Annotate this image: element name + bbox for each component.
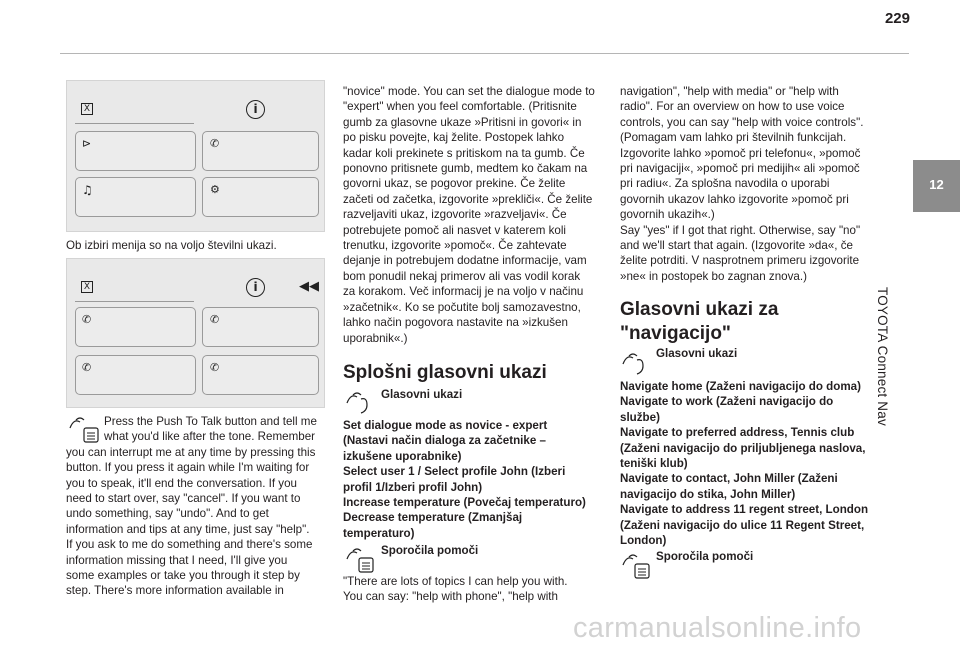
icon-label-voice-commands: Glasovni ukazi [381, 388, 463, 401]
settings-icon: ⚙ [210, 183, 220, 196]
command-line: Select user 1 / Select profile John (Izberi [343, 465, 566, 479]
text-line: step. There's more information available in [66, 584, 284, 598]
phone-icon: ✆ [82, 313, 92, 326]
text-line: navigation", "help with media" or "help with [620, 85, 839, 98]
col2-commands [343, 418, 605, 541]
header-rule [60, 53, 909, 54]
text-line: pri navigaciji«, »pomoč pri medijih« ali »pomoč [620, 162, 860, 176]
icon-label-voice-commands: Glasovni ukazi [656, 347, 738, 360]
panel-button-r2-left [75, 131, 196, 171]
command-line: Decrease temperature (Zmanjšaj [343, 511, 523, 525]
close-icon: X [81, 103, 93, 115]
panel2-button-r3-right [202, 355, 319, 395]
text-line: you can interrupt me at any time by pressing this [66, 445, 316, 459]
text-line: button. If you press it again while I'm waiting for [66, 461, 310, 475]
command-line: Set dialogue mode as novice - expert [343, 419, 548, 432]
voice-command-icon [621, 350, 651, 381]
text-line: uporabnik«.) [343, 331, 408, 345]
command-line: Increase temperature (Povečaj temperaturo) [343, 496, 586, 510]
info-icon: i [246, 278, 265, 297]
icon-label-help-messages: Sporočila pomoči [381, 544, 479, 557]
panel2-button-r2-left [75, 307, 196, 347]
text-line: need to start over, say "cancel". If you want to [66, 492, 301, 506]
text-line: Say "yes" if I got that right. Otherwise, say "no" [620, 223, 861, 237]
close-icon: X [81, 281, 93, 293]
text-line: »začetnik«. Ko se počutite bolj samozavestno, [343, 300, 581, 314]
icon-label-help-messages: Sporočila pomoči [656, 550, 754, 563]
text-line: (Pomagam vam lahko pri številnih funkcijah. [620, 131, 847, 145]
text-line: "There are lots of topics I can help you with. [343, 575, 568, 588]
phone-icon: ✆ [210, 361, 220, 374]
section-heading-general: Splošni glasovni ukazi [343, 362, 547, 383]
command-line: temperaturo) [343, 526, 415, 540]
heading-line: "navigacijo" [620, 323, 731, 344]
text-line: bom ponudil nekaj primerov ali vas vodil korak [343, 269, 581, 283]
text-line: govornih ukazih«.) [620, 208, 715, 222]
text-line: želite potrditi. V nasprotnem primeru izgovorite [620, 254, 860, 268]
caption-menu: Ob izbiri menija so na voljo številni ukazi. [66, 239, 277, 252]
text-line: lahko način pogovora nastavite na »izkušen [343, 316, 568, 330]
text-line: dejanje in potrebujem dodatne informacije, vam [343, 254, 587, 268]
command-line: London) [620, 534, 667, 548]
panel-button-r3-left [75, 177, 196, 217]
help-message-icon [621, 551, 651, 586]
page-number: 229 [884, 10, 910, 27]
chapter-label: TOYOTA Connect Nav [875, 287, 890, 426]
text-line: controls, you can say "help with voice controls". [620, 115, 864, 129]
text-line: radio". For an overview on how to use voice [620, 100, 845, 114]
phone-icon: ✆ [82, 361, 92, 374]
text-line: You can say: "help with phone", "help with [343, 590, 558, 604]
chapter-tab-number: 12 [929, 177, 944, 192]
text-line: govornih ukazov lahko izgovorite »pomoč pri [620, 192, 849, 206]
phone-icon: ✆ [210, 137, 220, 150]
command-line: teniški klub) [620, 457, 688, 471]
section-heading-navigation [620, 298, 778, 346]
back-icon: ◀◀ [299, 279, 319, 294]
panel2-button-r2-right [202, 307, 319, 347]
command-line: profil 1/Izberi profil John) [343, 480, 483, 494]
text-line: and we'll start that again. (Izgovorite »da«, če [620, 239, 853, 253]
panel-button-r2-right [202, 131, 319, 171]
command-line: (Zaženi navigacijo do ulice 11 Regent Street, [620, 518, 865, 532]
text-line: Press the Push To Talk button and tell me [104, 415, 317, 428]
text-line: Izgovorite lahko »pomoč pri telefonu«, »pomoč [620, 146, 861, 160]
screen-panel-1 [66, 80, 325, 232]
col2-body [343, 84, 605, 346]
text-line: what you'd like after the tone. Remember [104, 430, 316, 444]
text-line: "expert" when you feel comfortable. (Pritisnite [343, 100, 577, 114]
chapter-tab [913, 160, 960, 212]
text-line: information and tips at any time, just say "help". [66, 522, 310, 536]
command-line: (Nastavi način dialoga za začetnike – [343, 434, 546, 448]
command-line: Navigate to contact, John Miller (Zaženi [620, 472, 838, 486]
text-line: "novice" mode. You can set the dialogue mode to [343, 85, 595, 98]
info-icon: i [246, 100, 265, 119]
text-line: gumb za glasovne ukaze »Pritisni in govori« in [343, 115, 582, 129]
text-line: pri radiu«. Za splošna navodila o uporabi [620, 177, 830, 191]
heading-line: Glasovni ukazi za [620, 299, 779, 320]
text-line: »ne« in postopek bo zagnan znova.) [620, 269, 807, 283]
music-note-icon: ♫ [82, 183, 93, 197]
text-line: razveljaviti ukaz, izgovorite »razveljavi«. Če [343, 208, 567, 222]
text-line: govorni ukaz, se pogovor prekine. Če želite [343, 177, 566, 191]
command-line: Navigate to preferred address, Tennis club [620, 426, 855, 440]
col3-commands [620, 379, 882, 548]
text-line: začeti od začetka, izgovorite »prekliči«. Če želite [343, 192, 593, 206]
col3-body [620, 84, 882, 284]
text-line: undo something, say "undo". And to get [66, 507, 269, 521]
text-line: ponovno pritisnete gumb, medtem ko čakam na [343, 162, 588, 176]
phone-icon: ✆ [210, 313, 220, 326]
voice-command-icon [345, 389, 375, 420]
command-line: Navigate to work (Zaženi navigacijo do [620, 395, 834, 409]
text-line: information missing that I need, I'll give you [66, 553, 288, 567]
text-line: If you ask to me do something and there's some [66, 538, 313, 552]
text-line: trenutku, izgovorite »pomoč«. Če zahtevate [343, 239, 567, 253]
text-line: za korakom. Več informacij je na voljo v načinu [343, 285, 584, 299]
command-line: navigacijo do stika, John Miller) [620, 487, 796, 501]
panel2-button-r3-left [75, 355, 196, 395]
push-to-talk-text [66, 414, 328, 599]
command-line: (Zaženi navigacijo do priljubljenega naslova, [620, 441, 866, 455]
col2-tail [343, 574, 605, 605]
text-line: po pisku povejte, kaj želite. Postopek lahko [343, 131, 565, 145]
command-line: službe) [620, 410, 660, 424]
text-line: potrebujete pomoč ali nasvet v katerem koli [343, 223, 566, 237]
command-line: Navigate home (Zaženi navigacijo do doma) [620, 380, 861, 393]
command-line: Navigate to address 11 regent street, London [620, 503, 869, 517]
navigation-icon: ⊳ [82, 137, 92, 150]
screen-panel-2 [66, 258, 325, 408]
text-line: kadar koli prekinete s pritiskom na ta gumb. Če [343, 146, 585, 160]
command-line: izkušene uporabnike) [343, 449, 462, 463]
text-line: some examples or take you through it step by [66, 569, 300, 583]
watermark: carmanualsonline.info [573, 612, 862, 644]
text-line: you to speak, it'll end the conversation. If you [66, 476, 298, 490]
